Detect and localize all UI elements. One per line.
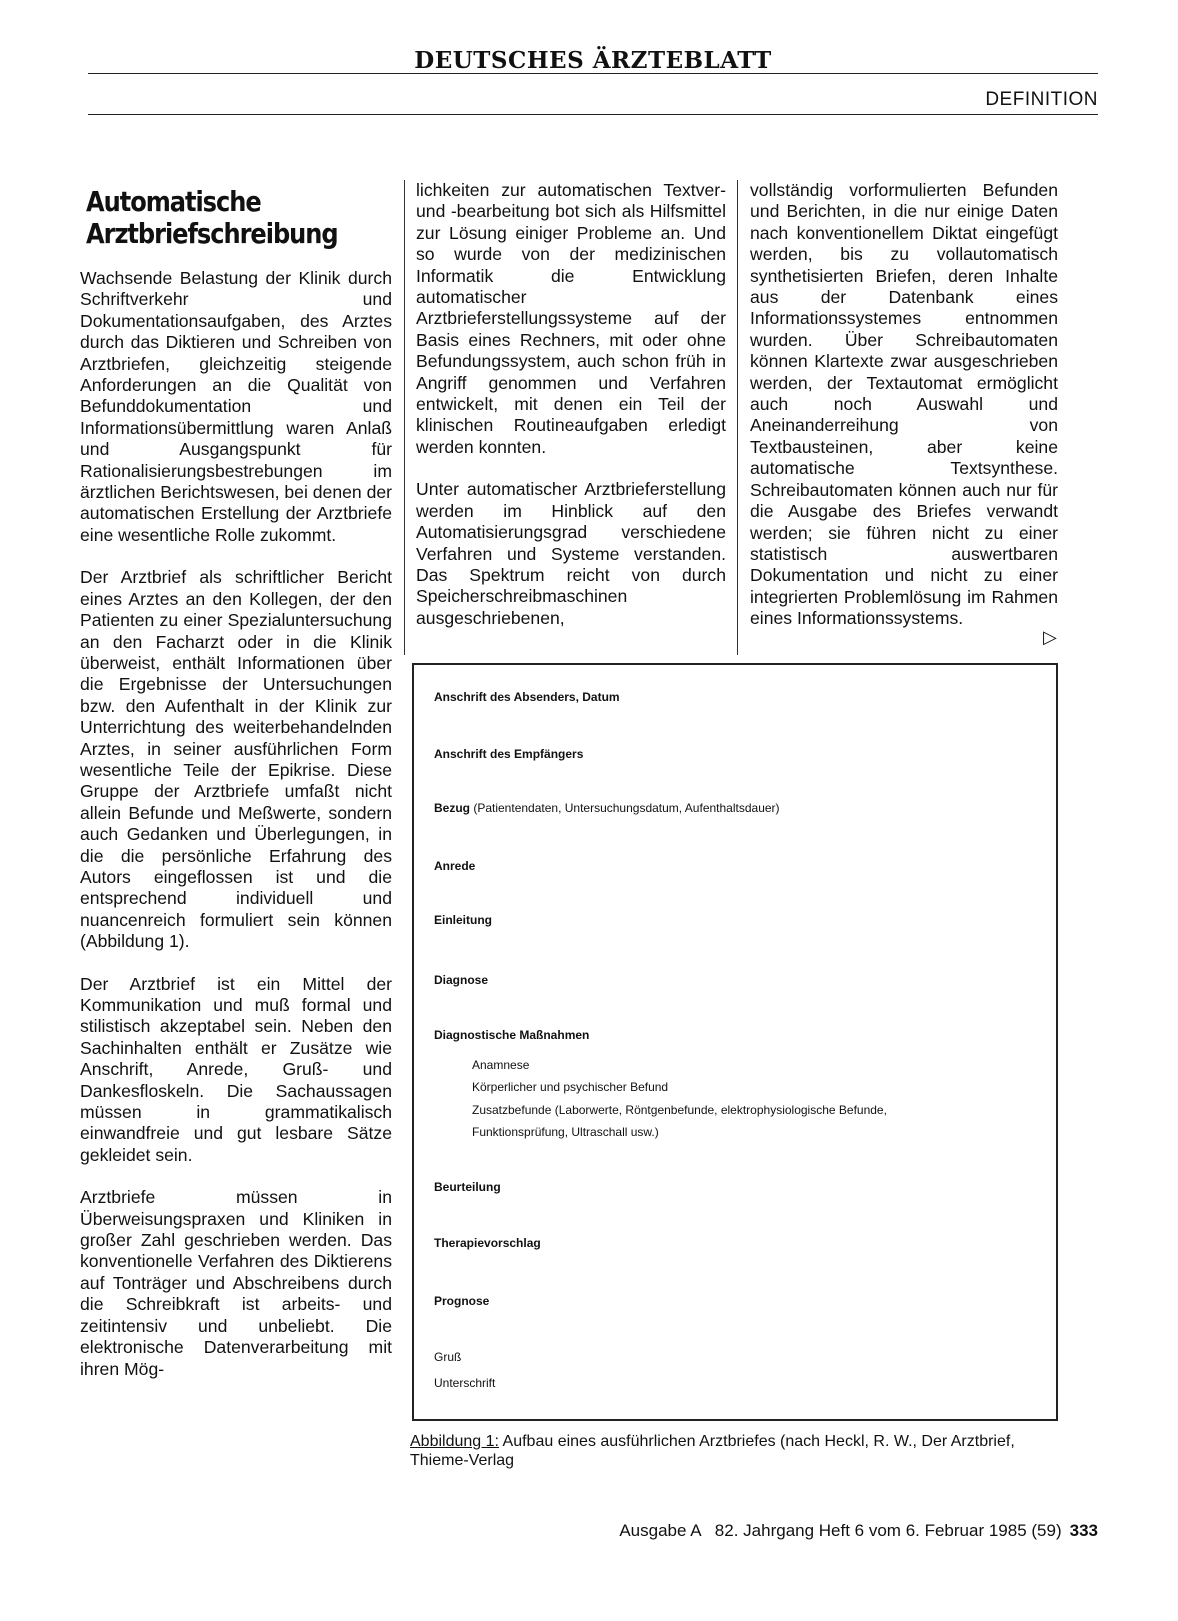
headline-line-2: Arztbriefschreibung (86, 217, 338, 250)
paragraph: vollständig vorformulierten Befunden und Berichten, in die nur einige Daten nach konventionellem Diktat eingefügt werden, bis zu vollautomatisch synthetisierten Briefen, deren Inhalte aus der Datenbank eines Informationssystemes entnommen wurden. Über Schreibautomaten können Klartexte zwar ausgeschrieben werden, der Textautomat ermöglicht auch noch Auswahl und Aneinanderreihung von Textbausteinen, aber keine automatische Textsynthese. Schreibautomaten können auch nur für die Ausgabe des Briefes verwandt werden; sie führen nicht zu einer statistisch auswertbaren Dokumentation und nicht zu einer integrierten Problemlösung im Rahmen eines Informationssystems. (750, 180, 1058, 629)
paragraph: Der Arztbrief ist ein Mittel der Kommunikation und muß formal und stilistisch akzeptabel sein. Neben den Sachinhalten enthält er Zusätze wie Anschrift, Anrede, Gruß- und Dankesfloskeln. Die Sachaussagen müssen in grammatikalisch einwandfreie und gut lesbare Sätze gekleidet sein. (80, 973, 392, 1165)
figure-item-diagnose: Diagnose (434, 973, 489, 987)
article-headline (86, 186, 370, 250)
bezug-label: Bezug (434, 801, 470, 815)
figure-subitem-befund: Körperlicher und psychischer Befund (472, 1080, 669, 1094)
page-number: 333 (1069, 1521, 1098, 1540)
figure-subitem-zusatz: Zusatzbefunde (Laborwerte, Röntgenbefunde, elektrophysiologische Befunde, (472, 1103, 887, 1117)
paragraph: Arztbriefe müssen in Überweisungspraxen und Kliniken in großer Zahl geschrieben werden. Das konventionelle Verfahren des Diktierens auf Tonträger und Abschreibens durch die Schreibkraft ist arbeits- und zeitintensiv und unbeliebt. Die elektronische Datenverarbeitung mit ihren Mög- (80, 1187, 392, 1379)
figure-item-therapie: Therapievorschlag (434, 1236, 541, 1250)
section-label: DEFINITION (985, 89, 1098, 110)
paragraph: lichkeiten zur automatischen Textver- und -bearbeitung bot sich als Hilfsmittel zur Lösung einiger Probleme an. Und so wurde von der medizinischen Informatik die Entwicklung automatischer Arztbrieferstellungssysteme auf der Basis eines Rechners, mit oder ohne Befundungssystem, auch schon früh in Angriff genommen und Verfahren entwickelt, mit denen ein Teil der klinischen Routineaufgaben erledigt werden konnten. (416, 180, 726, 457)
page-footer (619, 1521, 1098, 1541)
paragraph: Wachsende Belastung der Klinik durch Schriftverkehr und Dokumentationsaufgaben, des Arztes durch das Diktieren und Schreiben von Arztbriefen, gleichzeitig steigende Anforderungen an die Qualität von Befunddokumentation und Informationsübermittlung waren Anlaß und Ausgangspunkt für Rationalisierungsbestrebungen im ärztlichen Berichtswesen, bei denen der automatischen Erstellung der Arztbriefe eine wesentliche Rolle zukommt. (80, 268, 392, 545)
figure-item-prognose: Prognose (434, 1294, 490, 1308)
figure-item-einleitung: Einleitung (434, 913, 492, 927)
figure-item-bezug (434, 801, 780, 816)
figure-subitem-anamnese: Anamnese (472, 1058, 530, 1072)
figure-item-absender: Anschrift des Absenders, Datum (434, 690, 620, 704)
column-divider (404, 180, 405, 655)
figure-item-massnahmen: Diagnostische Maßnahmen (434, 1028, 590, 1042)
column-2 (416, 180, 726, 629)
figure-item-anrede: Anrede (434, 859, 476, 873)
column-1 (80, 268, 392, 1380)
figure-item-beurteilung: Beurteilung (434, 1180, 501, 1194)
caption-text: Aufbau eines ausführlichen Arztbriefes (nach Heckl, R. W., Der Arztbrief, Thieme-Verlag (410, 1433, 1015, 1469)
figure-item-gruss: Gruß (434, 1350, 462, 1364)
paragraph: Der Arztbrief als schriftlicher Bericht eines Arztes an den Kollegen, der den Patienten zu einer Spezialuntersuchung an den Facharzt oder in die Klinik überweist, enthält Informationen über die Ergebnisse der Untersuchungen bzw. den Aufenthalt in der Klinik zur Unterrichtung des weiterbehandelnden Arztes, in seiner ausführlichen Form wesentliche Teile der Epikrise. Diese Gruppe der Arztbriefe umfaßt nicht allein Befunde und Meßwerte, sondern auch Gedanken und Überlegungen, in die die persönliche Erfahrung des Autors eingeflossen ist und die entsprechend individuell und nuancenreich formuliert sein können (Abbildung 1). (80, 567, 392, 952)
issue-info: Ausgabe A 82. Jahrgang Heft 6 vom 6. Februar 1985 (59) (619, 1521, 1062, 1540)
column-divider (737, 180, 738, 655)
section-rule (88, 114, 1098, 115)
paragraph: Unter automatischer Arztbrieferstellung werden im Hinblick auf den Automatisierungsgrad verschiedene Verfahren und Systeme verstanden. Das Spektrum reicht von durch Speicherschreibmaschinen ausgeschriebenen, (416, 479, 726, 628)
caption-label: Abbildung 1: (410, 1433, 499, 1450)
figure-subitem-zusatz-cont: Funktionsprüfung, Ultraschall usw.) (472, 1125, 659, 1139)
continue-arrow-icon: ▷ (1043, 627, 1057, 647)
figure-item-empfaenger: Anschrift des Empfängers (434, 747, 584, 761)
column-3 (750, 180, 1058, 630)
figure-caption (410, 1432, 1030, 1470)
masthead: DEUTSCHES ÄRZTEBLATT (414, 47, 772, 74)
figure-item-unterschrift: Unterschrift (434, 1376, 496, 1390)
bezug-detail: (Patientendaten, Untersuchungsdatum, Aufenthaltsdauer) (470, 801, 780, 815)
masthead-rule (88, 73, 1098, 74)
headline-line-1: Automatische (86, 185, 261, 218)
